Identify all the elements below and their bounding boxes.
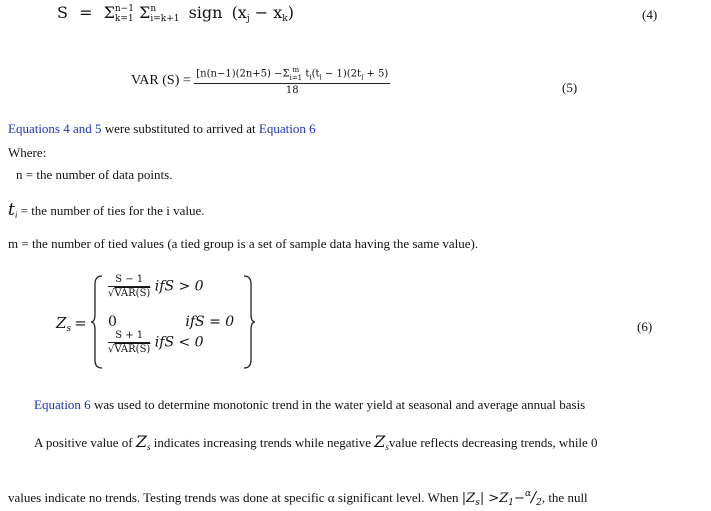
- eq6-case2-condition: ifS = 0: [185, 314, 235, 330]
- equation-6-number: (6): [637, 319, 653, 334]
- definition-t: $t_i$ = the number of ties for the i value.: [8, 200, 205, 220]
- para2-text: was used to determine monotonic trend in the water yield at seasonal and average annual basis: [90, 397, 586, 412]
- eq4-equals: =: [79, 3, 93, 22]
- eq4-lhs: S: [57, 3, 68, 22]
- eq6-right-brace: [242, 274, 256, 370]
- paragraph-equations-substituted: [8, 121, 316, 137]
- eq4-sum1-lower: k=1: [114, 13, 134, 24]
- eq6-case-3: $\frac{S + 1}{\text{√VAR(S)}}$ ifS < 0: [108, 330, 204, 355]
- symbol-zs-negative: Z: [374, 432, 386, 451]
- equation-4-number: (4): [642, 7, 658, 22]
- equation-4: [57, 3, 294, 24]
- eq4-argument: $(x_j - x_k)$: [231, 3, 294, 24]
- equation-6: [56, 272, 276, 372]
- where-label: Where:: [8, 145, 47, 160]
- eq6-case1-condition: ifS > 0: [154, 278, 204, 295]
- eq5-lhs: VAR (S) =: [131, 73, 191, 88]
- eq6-case1-denominator: VAR(S): [114, 288, 151, 299]
- eq6-case-2: [108, 314, 234, 330]
- symbol-t: t: [8, 200, 15, 220]
- definition-n: n = the number of data points.: [16, 167, 173, 182]
- equation-5-number: (5): [562, 80, 578, 95]
- link-equations-4-5[interactable]: Equations 4 and 5: [8, 121, 102, 136]
- eq6-lhs: $Z_s$ =: [56, 314, 87, 334]
- paragraph-monotonic-trend: [34, 397, 585, 413]
- symbol-critical-z: $>Z_1-^\alpha/_2$: [484, 488, 542, 508]
- eq6-case1-numerator: S − 1: [108, 274, 150, 287]
- eq4-sum2-lower: i=k+1: [150, 13, 180, 24]
- paragraph-no-trends: values indicate no trends. Testing trends was done at specific α significant level. When $|Z_s| >Z_1-^\alpha/_2$, the null: [8, 488, 588, 508]
- eq4-sum-inner: Σ n i=k+1: [139, 3, 180, 24]
- symbol-abs-zs: $|Z_s|$: [461, 491, 485, 508]
- symbol-zs: Z: [135, 432, 147, 451]
- definition-m: m = the number of tied values (a tied group is a set of sample data having the same value).: [8, 236, 479, 251]
- eq5-denominator: 18: [285, 85, 299, 96]
- eq4-sum-outer: Σ n−1 k=1: [103, 3, 134, 24]
- eq4-sign-fn: sign: [188, 3, 223, 22]
- para1-text: were substituted to arrived at: [101, 121, 259, 136]
- eq6-case2-value: 0: [108, 314, 117, 330]
- eq5-fraction: [194, 66, 390, 96]
- definition-t-text: = the number of ties for the i value.: [17, 203, 205, 218]
- link-equation-6[interactable]: Equation 6: [258, 121, 316, 136]
- eq5-numerator: [n(n−1)(2n+5) −Σ m i=1 $t_i(t_i - 1)(2t_i + 5)$: [196, 66, 389, 82]
- eq6-case3-numerator: S + 1: [108, 330, 150, 343]
- link-equation-6-usage[interactable]: Equation 6: [34, 397, 91, 412]
- equation-5: [131, 66, 390, 96]
- eq4-sum2-upper: n: [150, 3, 157, 14]
- eq4-sum1-upper: n−1: [114, 3, 134, 14]
- eq6-case3-condition: ifS < 0: [154, 334, 204, 351]
- paragraph-positive-value: A positive value of $Z_s$ indicates increasing trends while negative $Z_svalue$ reflects decreasing trends, while 0: [34, 432, 598, 452]
- eq6-left-brace: [90, 274, 104, 370]
- eq6-case-1: $\frac{S - 1}{\text{√VAR(S)}}$ ifS > 0: [108, 274, 204, 299]
- eq6-case3-denominator: VAR(S): [114, 344, 151, 355]
